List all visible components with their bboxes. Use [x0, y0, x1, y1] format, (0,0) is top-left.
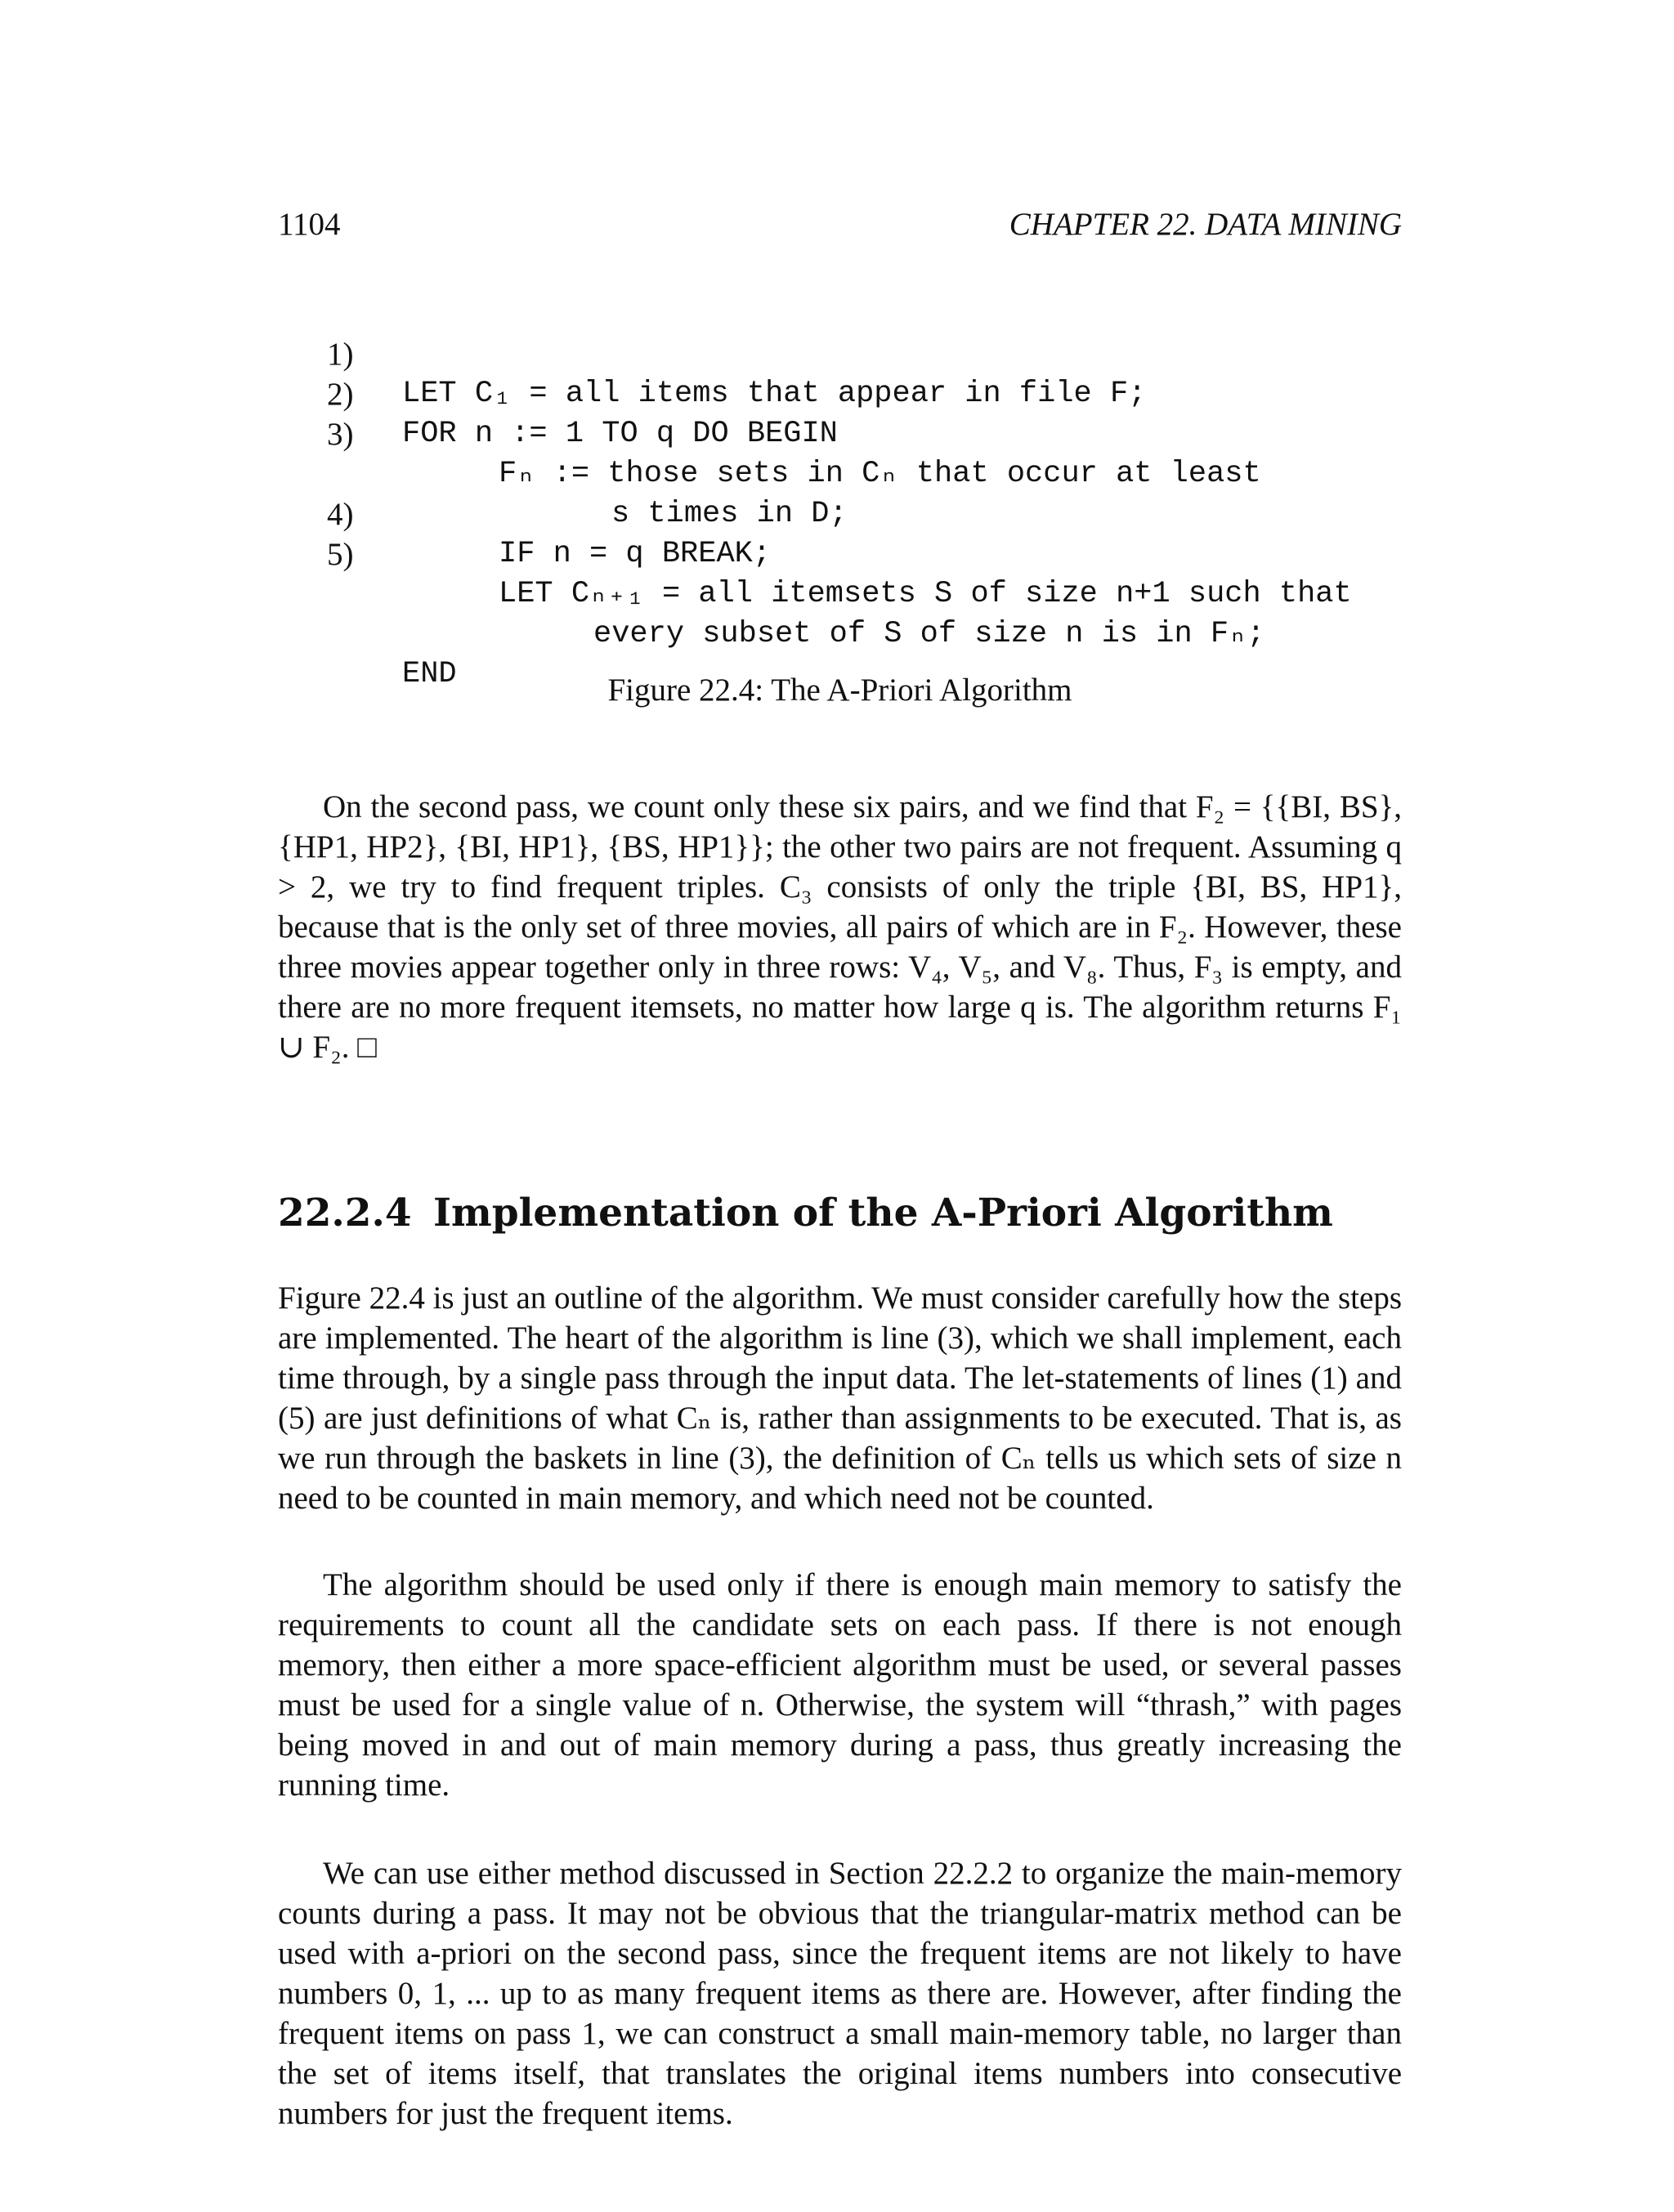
paragraph: We can use either method discussed in Section 22.2.2 to organize the main-memory counts during a pass. It may not be obvious that the triangular-matrix method can be used with a-priori on the second pass, since the frequent items are not likely to have numbers 0, 1, ... up to as many frequent items as there are. However, after finding the frequent items on pass 1, we can construct a small main-memory table, no larger than the set of items itself, that translates the original items numbers into consecutive numbers for just the frequent items. [278, 1856, 1402, 2131]
code-text: Fₙ := those sets in Cₙ that occur at least [499, 457, 1261, 491]
line-number: 3) [327, 417, 354, 452]
code-text: END [402, 657, 457, 691]
figure-caption: Figure 22.4: The A-Priori Algorithm [607, 673, 1072, 708]
code-text: s times in D; [611, 497, 848, 531]
code-text: LET Cₙ₊₁ = all itemsets S of size n+1 such that [499, 577, 1352, 611]
section-number: 22.2.4 [278, 1191, 412, 1236]
section-title: Implementation of the A-Priori Algorithm [433, 1191, 1333, 1236]
code-text: FOR n := 1 TO q DO BEGIN [402, 417, 838, 451]
chapter-title: CHAPTER 22. DATA MINING [1009, 207, 1402, 242]
paragraph: On the second pass, we count only these six pairs, and we find that F₂ = {{BI, BS}, {HP1, HP2}, {BI, HP1}, {BS, HP1}}; the other two pairs are not frequent. Assuming q > 2, we try to find frequent triples. C₃ consists of only the triple {BI, BS, HP1}, because that is the only set of three movies, all pairs of which are in F₂. However, these three movies appear together only in three rows: V₄, V₅, and V₈. Thus, F₃ is empty, and there are no more frequent itemsets, no matter how large q is. The algorithm returns F₁ ∪ F₂. □ [278, 789, 1402, 1065]
code-text: LET C₁ = all items that appear in file F; [402, 377, 1147, 411]
code-text: IF n = q BREAK; [499, 537, 772, 571]
code-text: every subset of S of size n is in Fₙ; [593, 617, 1265, 651]
line-number: 4) [327, 497, 354, 532]
algorithm-line [327, 294, 1471, 411]
paragraph: Figure 22.4 is just an outline of the algorithm. We must consider carefully how the steps are implemented. The heart of the algorithm is line (3), which we shall implement, each time through, by a single pass through the input data. The let-statements of lines (1) and (5) are just definitions of what Cₙ is, rather than assignments to be executed. That is, as we run through the baskets in line (3), the definition of Cₙ tells us which sets of size n need to be counted in main memory, and which need not be counted. [278, 1280, 1402, 1516]
line-number: 1) [327, 337, 354, 372]
line-number: 5) [327, 537, 354, 572]
page-header [278, 206, 1402, 247]
section-heading [278, 1191, 1402, 1236]
line-number: 2) [327, 377, 354, 412]
page-number: 1104 [278, 207, 341, 242]
paragraph: The algorithm should be used only if there is enough main memory to satisfy the requirements to count all the candidate sets on each pass. If there is not enough memory, then either a more space-efficient algorithm must be used, or several passes must be used for a single value of n. Otherwise, the system will “thrash,” with pages being moved in and out of main memory during a pass, thus greatly increasing the running time. [278, 1567, 1402, 1803]
